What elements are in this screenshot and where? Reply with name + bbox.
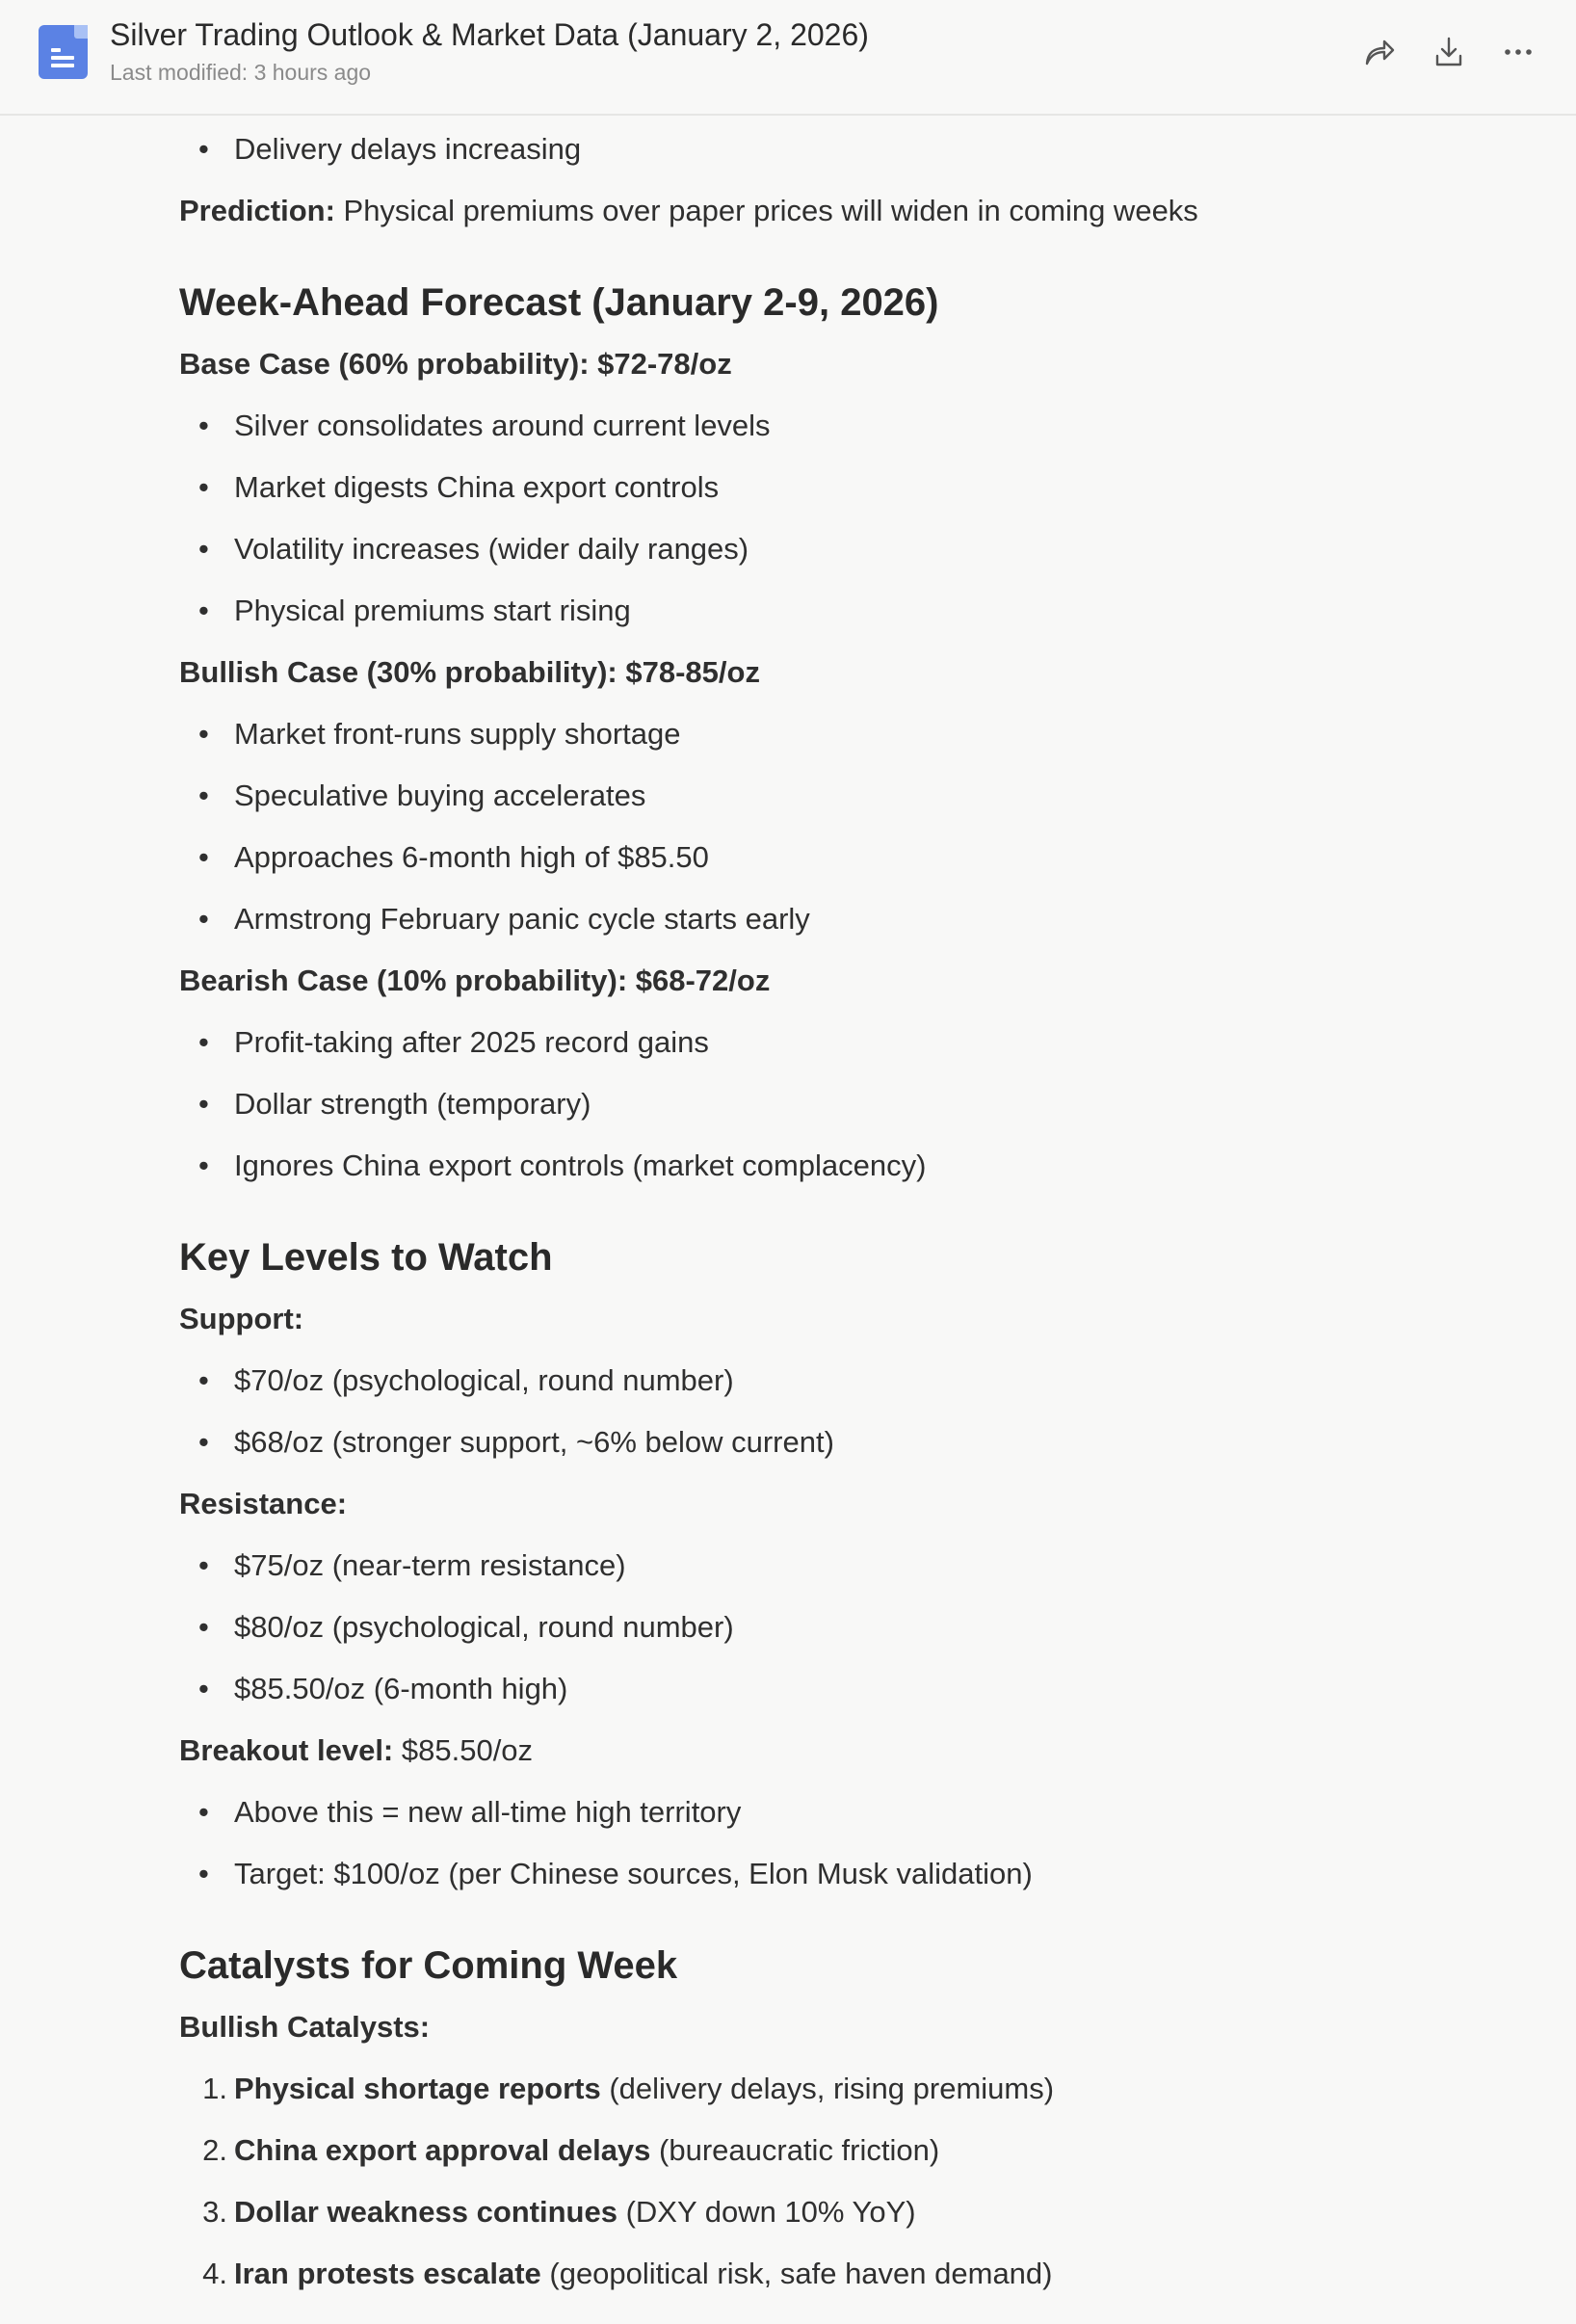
bullish-catalysts-label: Bullish Catalysts:	[179, 2010, 431, 2044]
list-item: • Dollar strength (temporary)	[198, 1087, 591, 1121]
list-item: • $75/oz (near-term resistance)	[198, 1548, 626, 1582]
heading-key-levels: Key Levels to Watch	[179, 1236, 553, 1279]
list-item: • Target: $100/oz (per Chinese sources, Elon Musk validation)	[198, 1857, 1033, 1890]
list-item: • $70/oz (psychological, round number)	[198, 1363, 734, 1397]
list-item: • Approaches 6-month high of $85.50	[198, 840, 709, 874]
heading-week-ahead-forecast: Week-Ahead Forecast (January 2-9, 2026)	[179, 281, 939, 324]
document-title: Silver Trading Outlook & Market Data (January 2, 2026)	[110, 17, 869, 52]
numbered-item: 3. Dollar weakness continues (DXY down 10% YoY)	[202, 2195, 916, 2229]
list-item: • Silver consolidates around current levels	[198, 409, 771, 442]
list-item: • $80/oz (psychological, round number)	[198, 1610, 734, 1644]
last-modified: Last modified: 3 hours ago	[110, 60, 372, 85]
list-item: • Market front-runs supply shortage	[198, 717, 681, 751]
list-item: • Profit-taking after 2025 record gains	[198, 1025, 709, 1059]
list-item: • Ignores China export controls (market complacency)	[198, 1149, 927, 1182]
support-label: Support:	[179, 1302, 304, 1335]
list-item: • Volatility increases (wider daily ranges)	[198, 532, 749, 566]
resistance-label: Resistance:	[179, 1487, 348, 1520]
numbered-item: 1. Physical shortage reports (delivery delays, rising premiums)	[202, 2072, 1055, 2105]
list-item: • Physical premiums start rising	[198, 594, 631, 627]
prediction-paragraph: Prediction: Physical premiums over paper prices will widen in coming weeks	[179, 194, 1198, 227]
list-item: • Market digests China export controls	[198, 470, 720, 504]
numbered-item: 4. Iran protests escalate (geopolitical risk, safe haven demand)	[202, 2257, 1053, 2290]
list-item: • Above this = new all-time high territory	[198, 1795, 742, 1829]
list-item: • Delivery delays increasing	[198, 132, 582, 166]
numbered-item: 2. China export approval delays (bureaucratic friction)	[202, 2133, 940, 2167]
list-item: • Armstrong February panic cycle starts early	[198, 902, 810, 936]
heading-catalysts: Catalysts for Coming Week	[179, 1944, 678, 1987]
list-item: • $68/oz (stronger support, ~6% below current)	[198, 1425, 834, 1459]
bullish-case-label: Bullish Case (30% probability): $78-85/oz	[179, 655, 760, 689]
list-item: • $85.50/oz (6-month high)	[198, 1672, 568, 1705]
list-item: • Speculative buying accelerates	[198, 779, 646, 812]
breakout-paragraph: Breakout level: $85.50/oz	[179, 1733, 534, 1767]
base-case-label: Base Case (60% probability): $72-78/oz	[179, 347, 732, 381]
bearish-case-label: Bearish Case (10% probability): $68-72/oz	[179, 964, 771, 997]
